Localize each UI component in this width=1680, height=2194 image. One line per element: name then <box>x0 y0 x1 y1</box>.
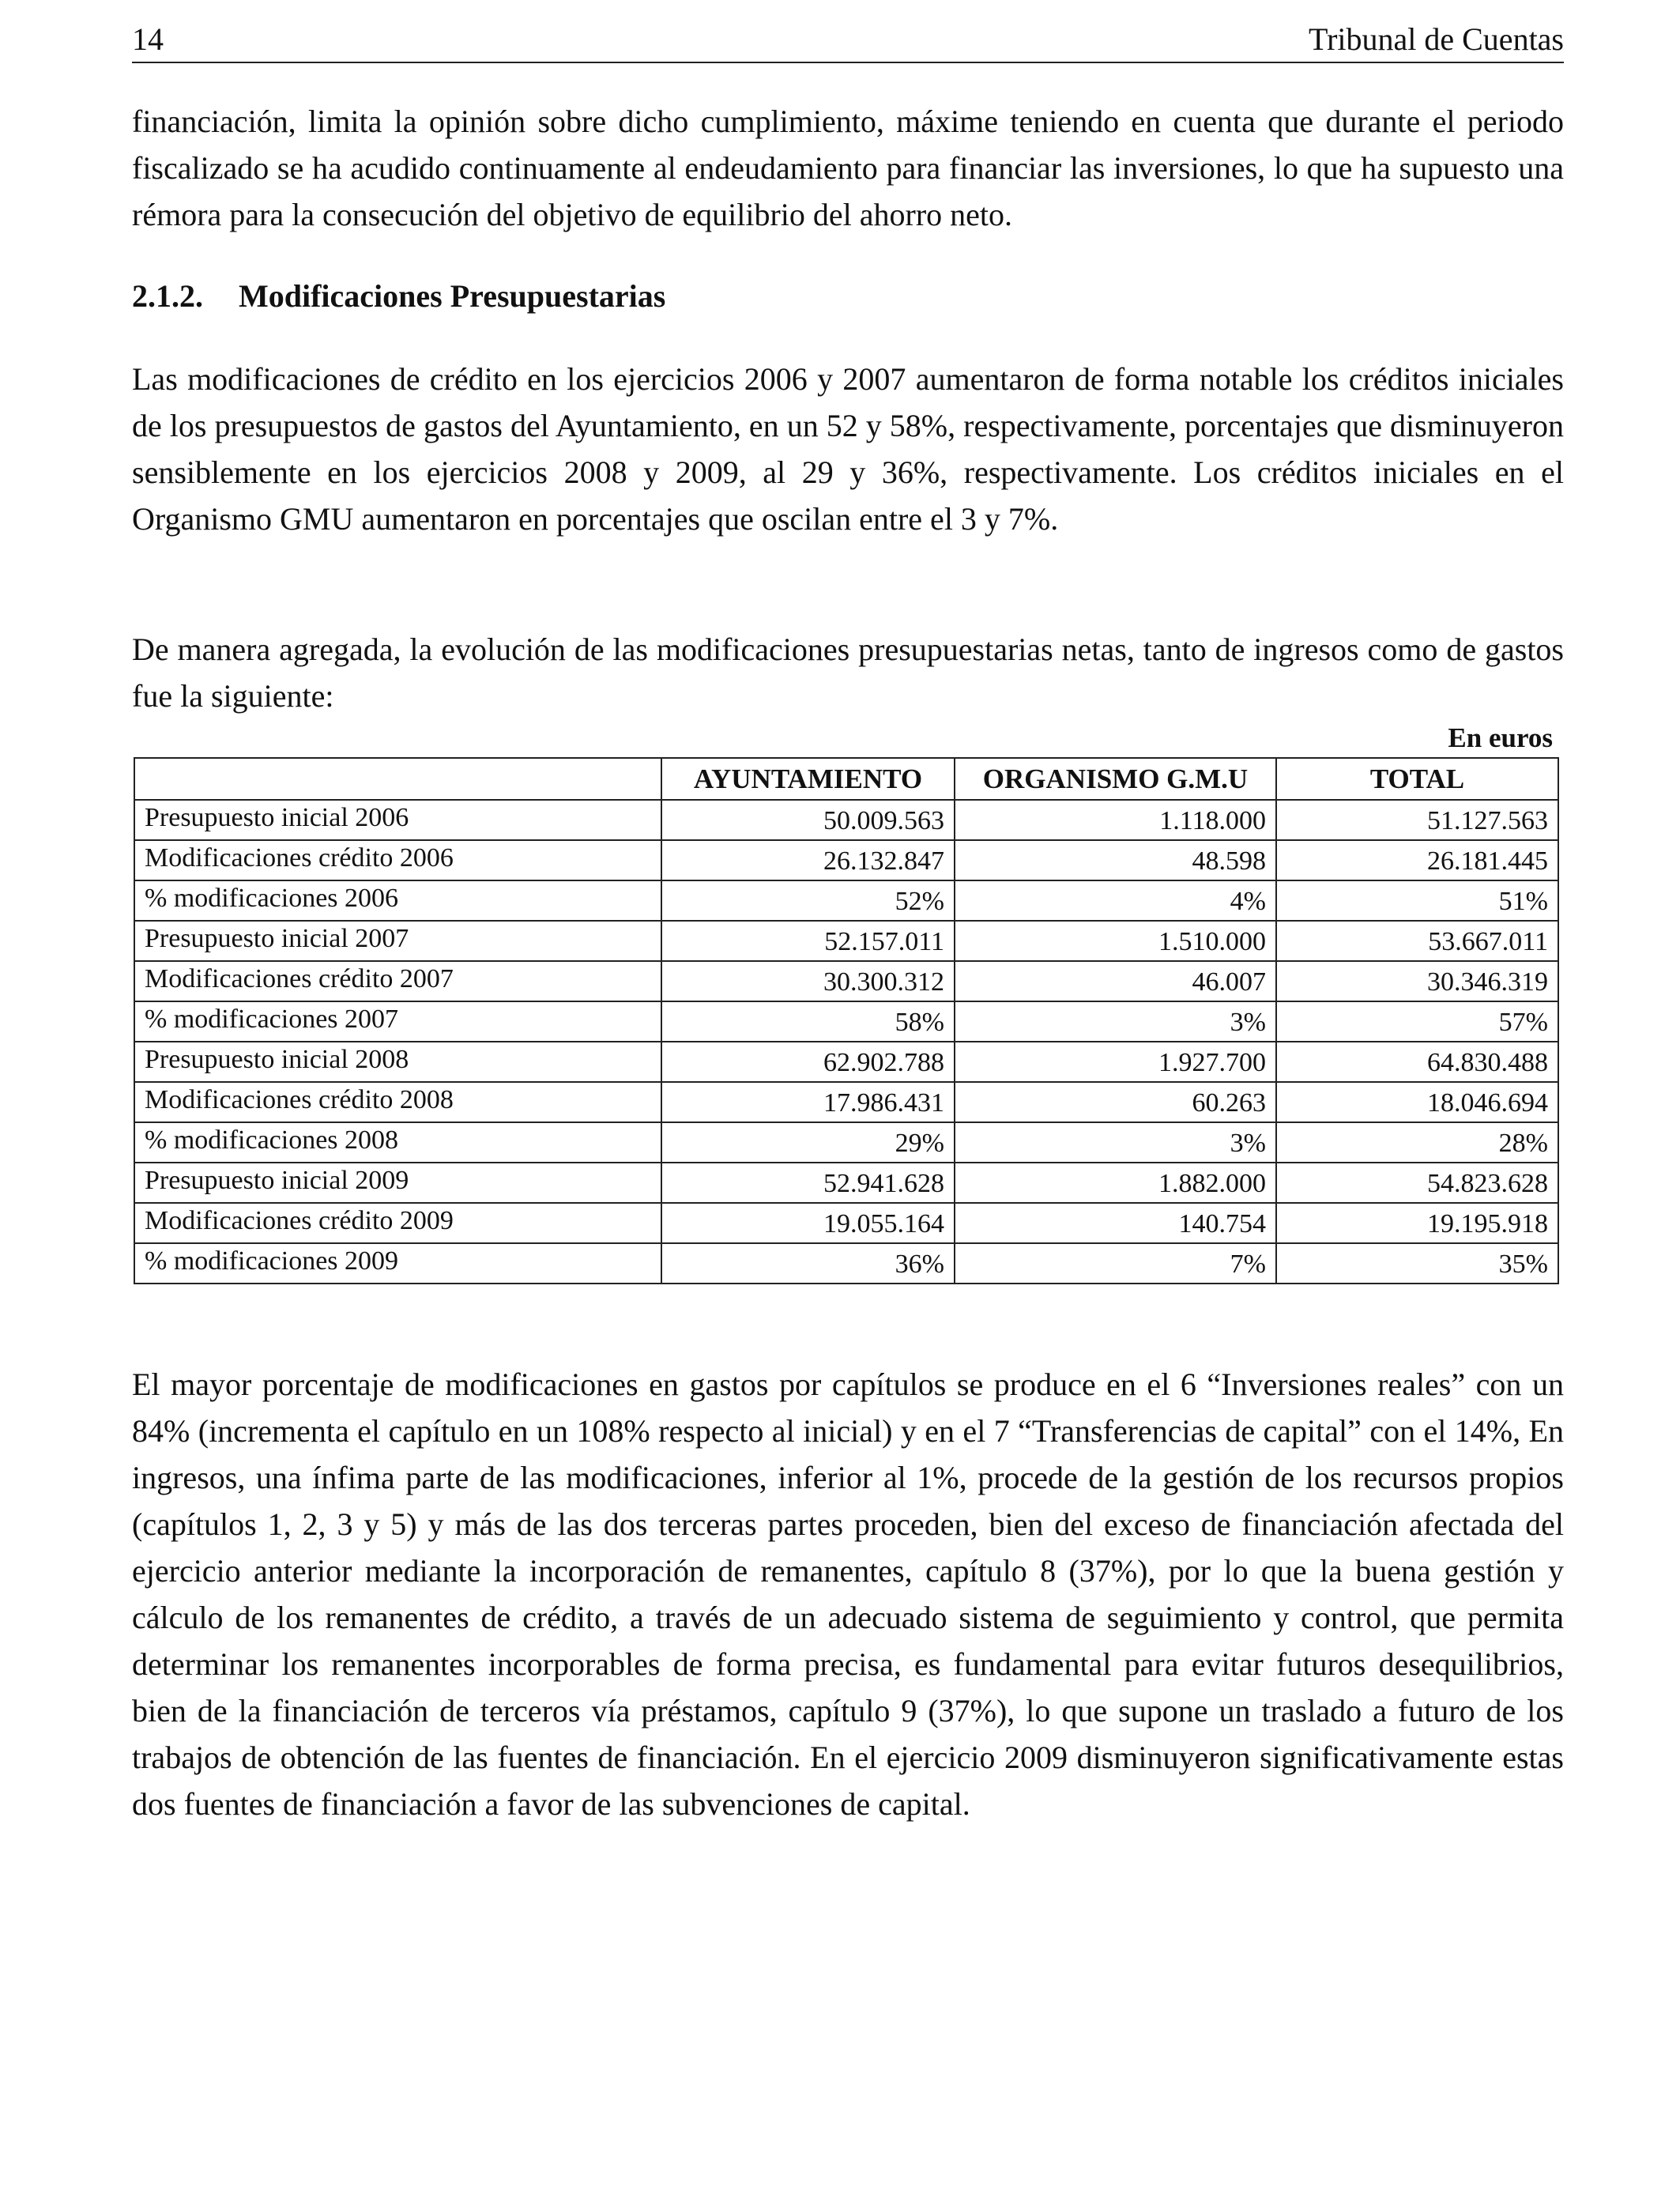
table-row-label: Presupuesto inicial 2009 <box>134 1163 661 1203</box>
table-row <box>134 840 1558 880</box>
table-header-cell: ORGANISMO G.M.U <box>955 758 1276 800</box>
table-cell: 19.195.918 <box>1276 1203 1558 1243</box>
table-row <box>134 800 1558 840</box>
paragraph-capitulos: El mayor porcentaje de modificaciones en gastos por capítulos se produce en el 6 “Inversiones reales” con un 84% (incrementa el capítulo en un 108% respecto al inicial) y en el 7 “Transferencias de capital” con el 14%, En ingresos, una ínfima parte de las modificaciones, inferior al 1%, procede de la gestión de los recursos propios (capítulos 1, 2, 3 y 5) y más de las dos terceras partes proceden, bien del exceso de financiación afectada del ejercicio anterior mediante la incorporación de remanentes, capítulo 8 (37%), por lo que la buena gestión y cálculo de los remanentes de crédito, a través de un adecuado sistema de seguimiento y control, que permita determinar los remanentes incorporables de forma precisa, es fundamental para evitar futuros desequilibrios, bien de la financiación de terceros vía préstamos, capítulo 9 (37%), lo que supone un traslado a futuro de los trabajos de obtención de las fuentes de financiación. En el ejercicio 2009 disminuyeron significativamente estas dos fuentes de financiación a favor de las subvenciones de capital. <box>132 1367 1564 1822</box>
table-cell: 26.181.445 <box>1276 840 1558 880</box>
table-row <box>134 1122 1558 1163</box>
table-cell: 62.902.788 <box>661 1042 955 1082</box>
table-cell: 28% <box>1276 1122 1558 1163</box>
header-title: Tribunal de Cuentas <box>1309 21 1564 57</box>
table-cell: 1.927.700 <box>955 1042 1276 1082</box>
table-row <box>134 1243 1558 1284</box>
table-cell: 48.598 <box>955 840 1276 880</box>
section-number: 2.1.2. <box>132 278 203 314</box>
table-cell: 51.127.563 <box>1276 800 1558 840</box>
table-cell: 7% <box>955 1243 1276 1284</box>
table-cell: 35% <box>1276 1243 1558 1284</box>
table-row-label: Modificaciones crédito 2007 <box>134 961 661 1001</box>
table-row <box>134 880 1558 921</box>
table-cell: 50.009.563 <box>661 800 955 840</box>
paragraph-evolucion-agregada: De manera agregada, la evolución de las modificaciones presupuestarias netas, tanto de ingresos como de gastos fue la siguiente: <box>132 631 1564 714</box>
table-row <box>134 1001 1558 1042</box>
section-title: Modificaciones Presupuestarias <box>239 278 666 314</box>
table-header-row <box>134 758 1558 800</box>
section-heading <box>132 273 665 319</box>
table-cell: 26.132.847 <box>661 840 955 880</box>
table-row-label: Modificaciones crédito 2009 <box>134 1203 661 1243</box>
table-row <box>134 921 1558 961</box>
table-row <box>134 1203 1558 1243</box>
table-cell: 29% <box>661 1122 955 1163</box>
table-row-label: Presupuesto inicial 2007 <box>134 921 661 961</box>
table-row-label: % modificaciones 2007 <box>134 1001 661 1042</box>
table-header-cell <box>134 758 661 800</box>
table-cell: 53.667.011 <box>1276 921 1558 961</box>
table-cell: 46.007 <box>955 961 1276 1001</box>
table-cell: 1.510.000 <box>955 921 1276 961</box>
table-cell: 18.046.694 <box>1276 1082 1558 1122</box>
page-number: 14 <box>132 21 164 57</box>
table-row <box>134 1042 1558 1082</box>
table-cell: 64.830.488 <box>1276 1042 1558 1082</box>
table-row <box>134 1163 1558 1203</box>
table-row-label: % modificaciones 2006 <box>134 880 661 921</box>
table-cell: 3% <box>955 1001 1276 1042</box>
table-row-label: Presupuesto inicial 2008 <box>134 1042 661 1082</box>
table-cell: 54.823.628 <box>1276 1163 1558 1203</box>
table-row <box>134 1082 1558 1122</box>
table-cell: 19.055.164 <box>661 1203 955 1243</box>
table-cell: 52.157.011 <box>661 921 955 961</box>
table-cell: 36% <box>661 1243 955 1284</box>
table-header-cell: AYUNTAMIENTO <box>661 758 955 800</box>
table-cell: 1.882.000 <box>955 1163 1276 1203</box>
table-row-label: Presupuesto inicial 2006 <box>134 800 661 840</box>
table-cell: 58% <box>661 1001 955 1042</box>
table-cell: 30.300.312 <box>661 961 955 1001</box>
table-units-note: En euros <box>1448 722 1553 753</box>
table-row-label: % modificaciones 2009 <box>134 1243 661 1284</box>
table-cell: 1.118.000 <box>955 800 1276 840</box>
table-header-cell: TOTAL <box>1276 758 1558 800</box>
table-cell: 3% <box>955 1122 1276 1163</box>
table-cell: 52.941.628 <box>661 1163 955 1203</box>
table-cell: 17.986.431 <box>661 1082 955 1122</box>
table-cell: 60.263 <box>955 1082 1276 1122</box>
table-row-label: Modificaciones crédito 2008 <box>134 1082 661 1122</box>
paragraph-continuation: financiación, limita la opinión sobre dicho cumplimiento, máxime teniendo en cuenta que durante el periodo fiscalizado se ha acudido continuamente al endeudamiento para financiar las inversiones, lo que ha supuesto una rémora para la consecución del objetivo de equilibrio del ahorro neto. <box>132 104 1564 232</box>
table-cell: 57% <box>1276 1001 1558 1042</box>
table-row <box>134 961 1558 1001</box>
paragraph-modificaciones-credito: Las modificaciones de crédito en los ejercicios 2006 y 2007 aumentaron de forma notable los créditos iniciales de los presupuestos de gastos del Ayuntamiento, en un 52 y 58%, respectivamente, porcentajes que disminuyeron sensiblemente en los ejercicios 2008 y 2009, al 29 y 36%, respectivamente. Los créditos iniciales en el Organismo GMU aumentaron en porcentajes que oscilan entre el 3 y 7%. <box>132 361 1564 537</box>
budget-modifications-table <box>134 757 1559 1284</box>
table-row-label: % modificaciones 2008 <box>134 1122 661 1163</box>
table-cell: 30.346.319 <box>1276 961 1558 1001</box>
table-cell: 52% <box>661 880 955 921</box>
table-cell: 140.754 <box>955 1203 1276 1243</box>
running-header <box>132 17 1564 63</box>
table-row-label: Modificaciones crédito 2006 <box>134 840 661 880</box>
table-cell: 51% <box>1276 880 1558 921</box>
table-cell: 4% <box>955 880 1276 921</box>
